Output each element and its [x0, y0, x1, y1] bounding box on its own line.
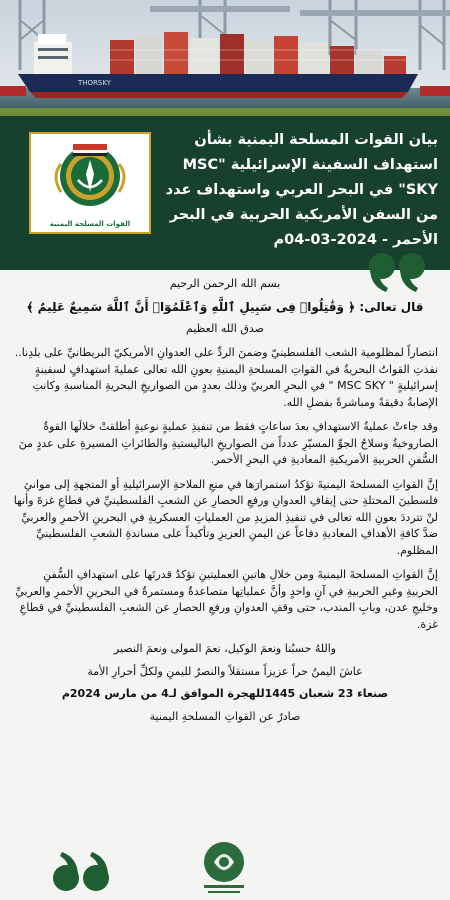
closing-line-2: عاشَ اليمنُ حراً عزيزاً مستقلاً والنصرُ لليمنِ ولكلِّ أحرارِ الأمة: [87, 664, 363, 678]
date-line: صنعاء 23 شعبان 1445للهجرة الموافق لـ4 من مارس 2024م: [61, 687, 389, 700]
closing-quote-icon: [48, 850, 112, 894]
publisher-logo-icon: [186, 838, 262, 898]
banner-accent-line: [0, 108, 450, 116]
statement-text: [12, 270, 438, 725]
paragraph-previous-operation: وقد جاءتْ عمليةُ الاستهدافِ بعدَ ساعاتٍ فقط من تنفيذِ عمليةٍ نوعيةٍ أطلقتْ خلالَها القوةُ الصاروخيةُ وسلاحُ الجوِّ المسيّرِ عدداً من الصواريخِ الباليستيةِ والطائراتِ المسيرةِ على عددٍ منَ السُّفنِ الحربيةِ الأمريكيةِ المعاديةِ في البحرِ الأحمر.: [18, 420, 438, 466]
quran-verse: قال تعالى: ﴿ وَقَٰتِلُوا۟ فِى سَبِيلِ ٱللَّهِ وَٱعْلَمُوٓا۟ أَنَّ ٱللَّهَ سَمِيعٌ عَلِيمٌ ﴾: [26, 299, 424, 314]
paragraph-continuation: إنَّ القواتِ المسلحةَ اليمنيةَ تؤكدُ استمرارَها في منعِ الملاحةِ الإسرائيليةِ أو المتجهةِ إلى موانئِ فلسطينَ المحتلةِ حتى إيقافِ العدوانِ ورفعِ الحصارِ عن الشعبِ الفلسطينيِّ في قطاعِ غزةَ وأنها لنْ تترددَ بعونِ الله تعالى في تنفيذِ المزيدِ من العملياتِ العسكريةِ في البحرينِ الأحمرِ والعربيِّ ضدَّ كافةِ الأهدافِ المعاديةِ دفاعاً عن اليمنِ العزيزِ وتأكيداً على مساندةِ الشعبِ الفلسطينيِّ المظلوم.: [13, 477, 438, 557]
signature-line: صادرٌ عن القواتِ المسلحةِ اليمنية: [149, 709, 301, 723]
paragraph-capability: إنَّ القواتِ المسلحةَ اليمنيةَ ومن خلالِ هاتينِ العمليتينِ تؤكدُ قدرتَها على استهدافِ السُّفنِ الحربيةِ وغيرِ الحربيةِ في آنٍ واحدٍ وأنَّ عملياتِها متصاعدةٌ ومستمرةٌ في البحرينِ الأحمرِ والعربيِّ وخليجِ عدن، وبابِ المندب، حتى وقفِ العدوانِ ورفعِ الحصارِ عن الشعبِ الفلسطينيِّ في قطاعِ غزة.: [15, 568, 438, 631]
emblem-caption: القوات المسلحة اليمنية: [49, 220, 131, 228]
ship-photo: [0, 0, 450, 108]
title-banner: [0, 108, 450, 270]
statement-body: [0, 270, 450, 900]
ship-hull-name: THORSKY: [78, 79, 111, 87]
armed-forces-emblem: [29, 132, 151, 234]
statement-headline: بيان القوات المسلحة اليمنية بشأن استهداف السفينة الإسرائيلية "MSC SKY" في البحر العربي واستهداف عدد من السفن الأمريكية الحربية في البحر الأحمر - 2024-03-04م: [165, 132, 438, 248]
basmala: بسم الله الرحمن الرحيم: [169, 277, 281, 290]
closing-line-1: واللهُ حسبُنا ونعمَ الوكيل، نعمَ المولى ونعمَ النصير: [113, 642, 337, 655]
sadaqa-line: صدق الله العظيم: [186, 321, 264, 335]
paragraph-operation: انتصاراً لمظلومية الشعب الفلسطينيّ وضمنَ الردِّ على العدوانِ الأمريكيّ البريطانيِّ على بلدِنا.. نفذتِ القواتُ البحريةُ في القواتِ المسلحةِ اليمنيةِ بعونِ الله تعالى عمليةَ استهدافٍ لسفينةٍ إسرائيليةٍ " MSC SKY " في البحرِ العربيّ وذلك بعددٍ من الصواريخِ البحريةِ المناسبةِ وكانتِ الإصابةُ دقيقةً ومباشرةً بفضلِ الله.: [14, 346, 438, 409]
